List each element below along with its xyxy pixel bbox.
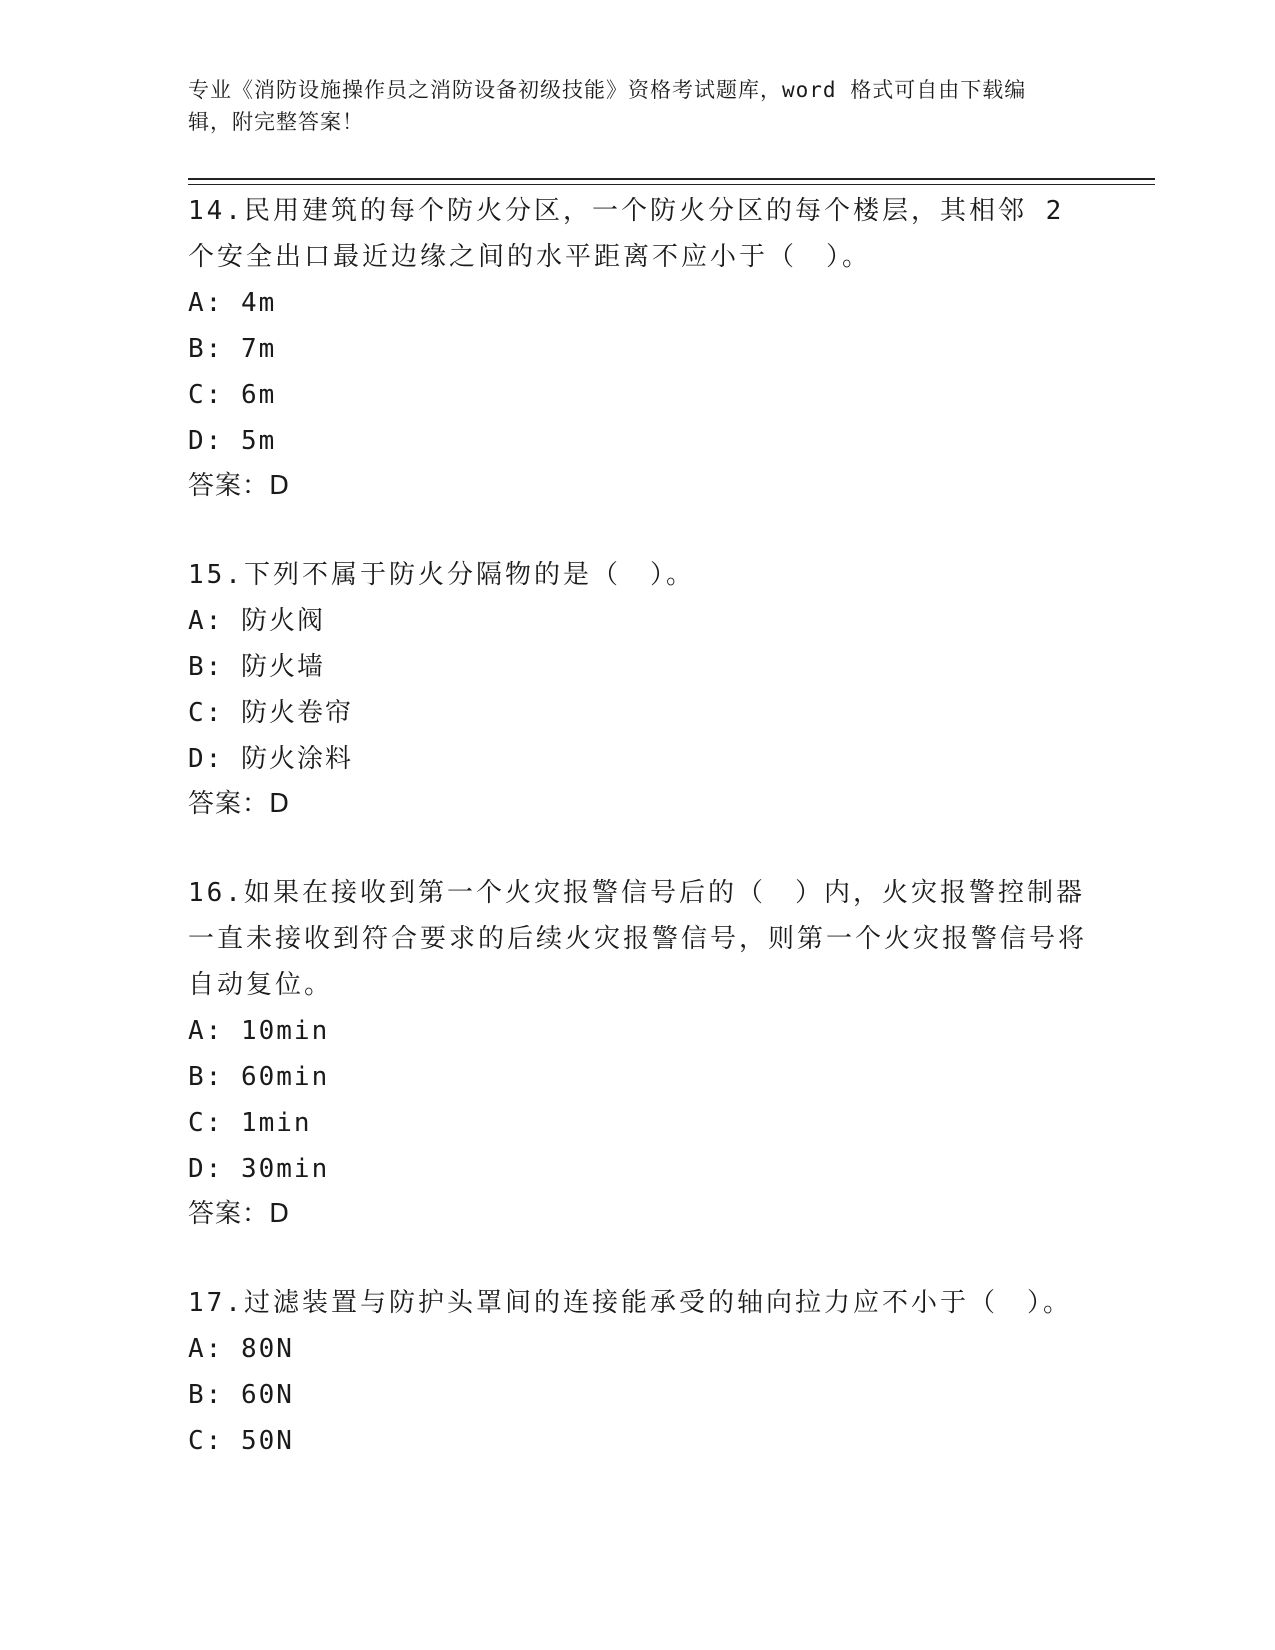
question-stem: 14.民用建筑的每个防火分区，一个防火分区的每个楼层，其相邻 2 个安全出口最近边缘之间的水平距离不应小于（ ）。 — [188, 196, 1065, 272]
option-a: A: 防火阀 — [188, 606, 325, 636]
option-d: D: 防火涂料 — [188, 744, 353, 774]
question-stem: 15.下列不属于防火分隔物的是（ ）。 — [188, 560, 695, 590]
option-b: B: 7m — [188, 334, 277, 364]
question-list — [188, 188, 1088, 1504]
option-b: B: 60min — [188, 1062, 330, 1092]
question-stem: 17.过滤装置与防护头罩间的连接能承受的轴向拉力应不小于（ ）。 — [188, 1288, 1072, 1318]
option-d: D: 5m — [188, 426, 277, 456]
option-b: B: 防火墙 — [188, 652, 325, 682]
option-c: C: 1min — [188, 1108, 312, 1138]
question-16 — [188, 870, 1088, 1236]
option-d: D: 30min — [188, 1154, 330, 1184]
header-divider-thick — [188, 178, 1155, 180]
question-15 — [188, 552, 1088, 826]
header-divider-thin — [188, 184, 1155, 185]
answer: 答案：D — [188, 1199, 291, 1229]
question-17 — [188, 1280, 1088, 1464]
answer: 答案：D — [188, 789, 291, 819]
option-b: B: 60N — [188, 1380, 294, 1410]
option-c: C: 6m — [188, 380, 277, 410]
document-header: 专业《消防设施操作员之消防设备初级技能》资格考试题库，word 格式可自由下载编辑，附完整答案！ — [188, 78, 1027, 134]
option-c: C: 防火卷帘 — [188, 698, 353, 728]
question-stem: 16.如果在接收到第一个火灾报警信号后的（ ）内，火灾报警控制器一直未接收到符合要求的后续火灾报警信号，则第一个火灾报警信号将自动复位。 — [188, 878, 1088, 1000]
option-a: A: 10min — [188, 1016, 330, 1046]
option-a: A: 80N — [188, 1334, 294, 1364]
option-c: C: 50N — [188, 1426, 294, 1456]
answer: 答案：D — [188, 471, 291, 501]
question-14 — [188, 188, 1088, 508]
option-a: A: 4m — [188, 288, 277, 318]
